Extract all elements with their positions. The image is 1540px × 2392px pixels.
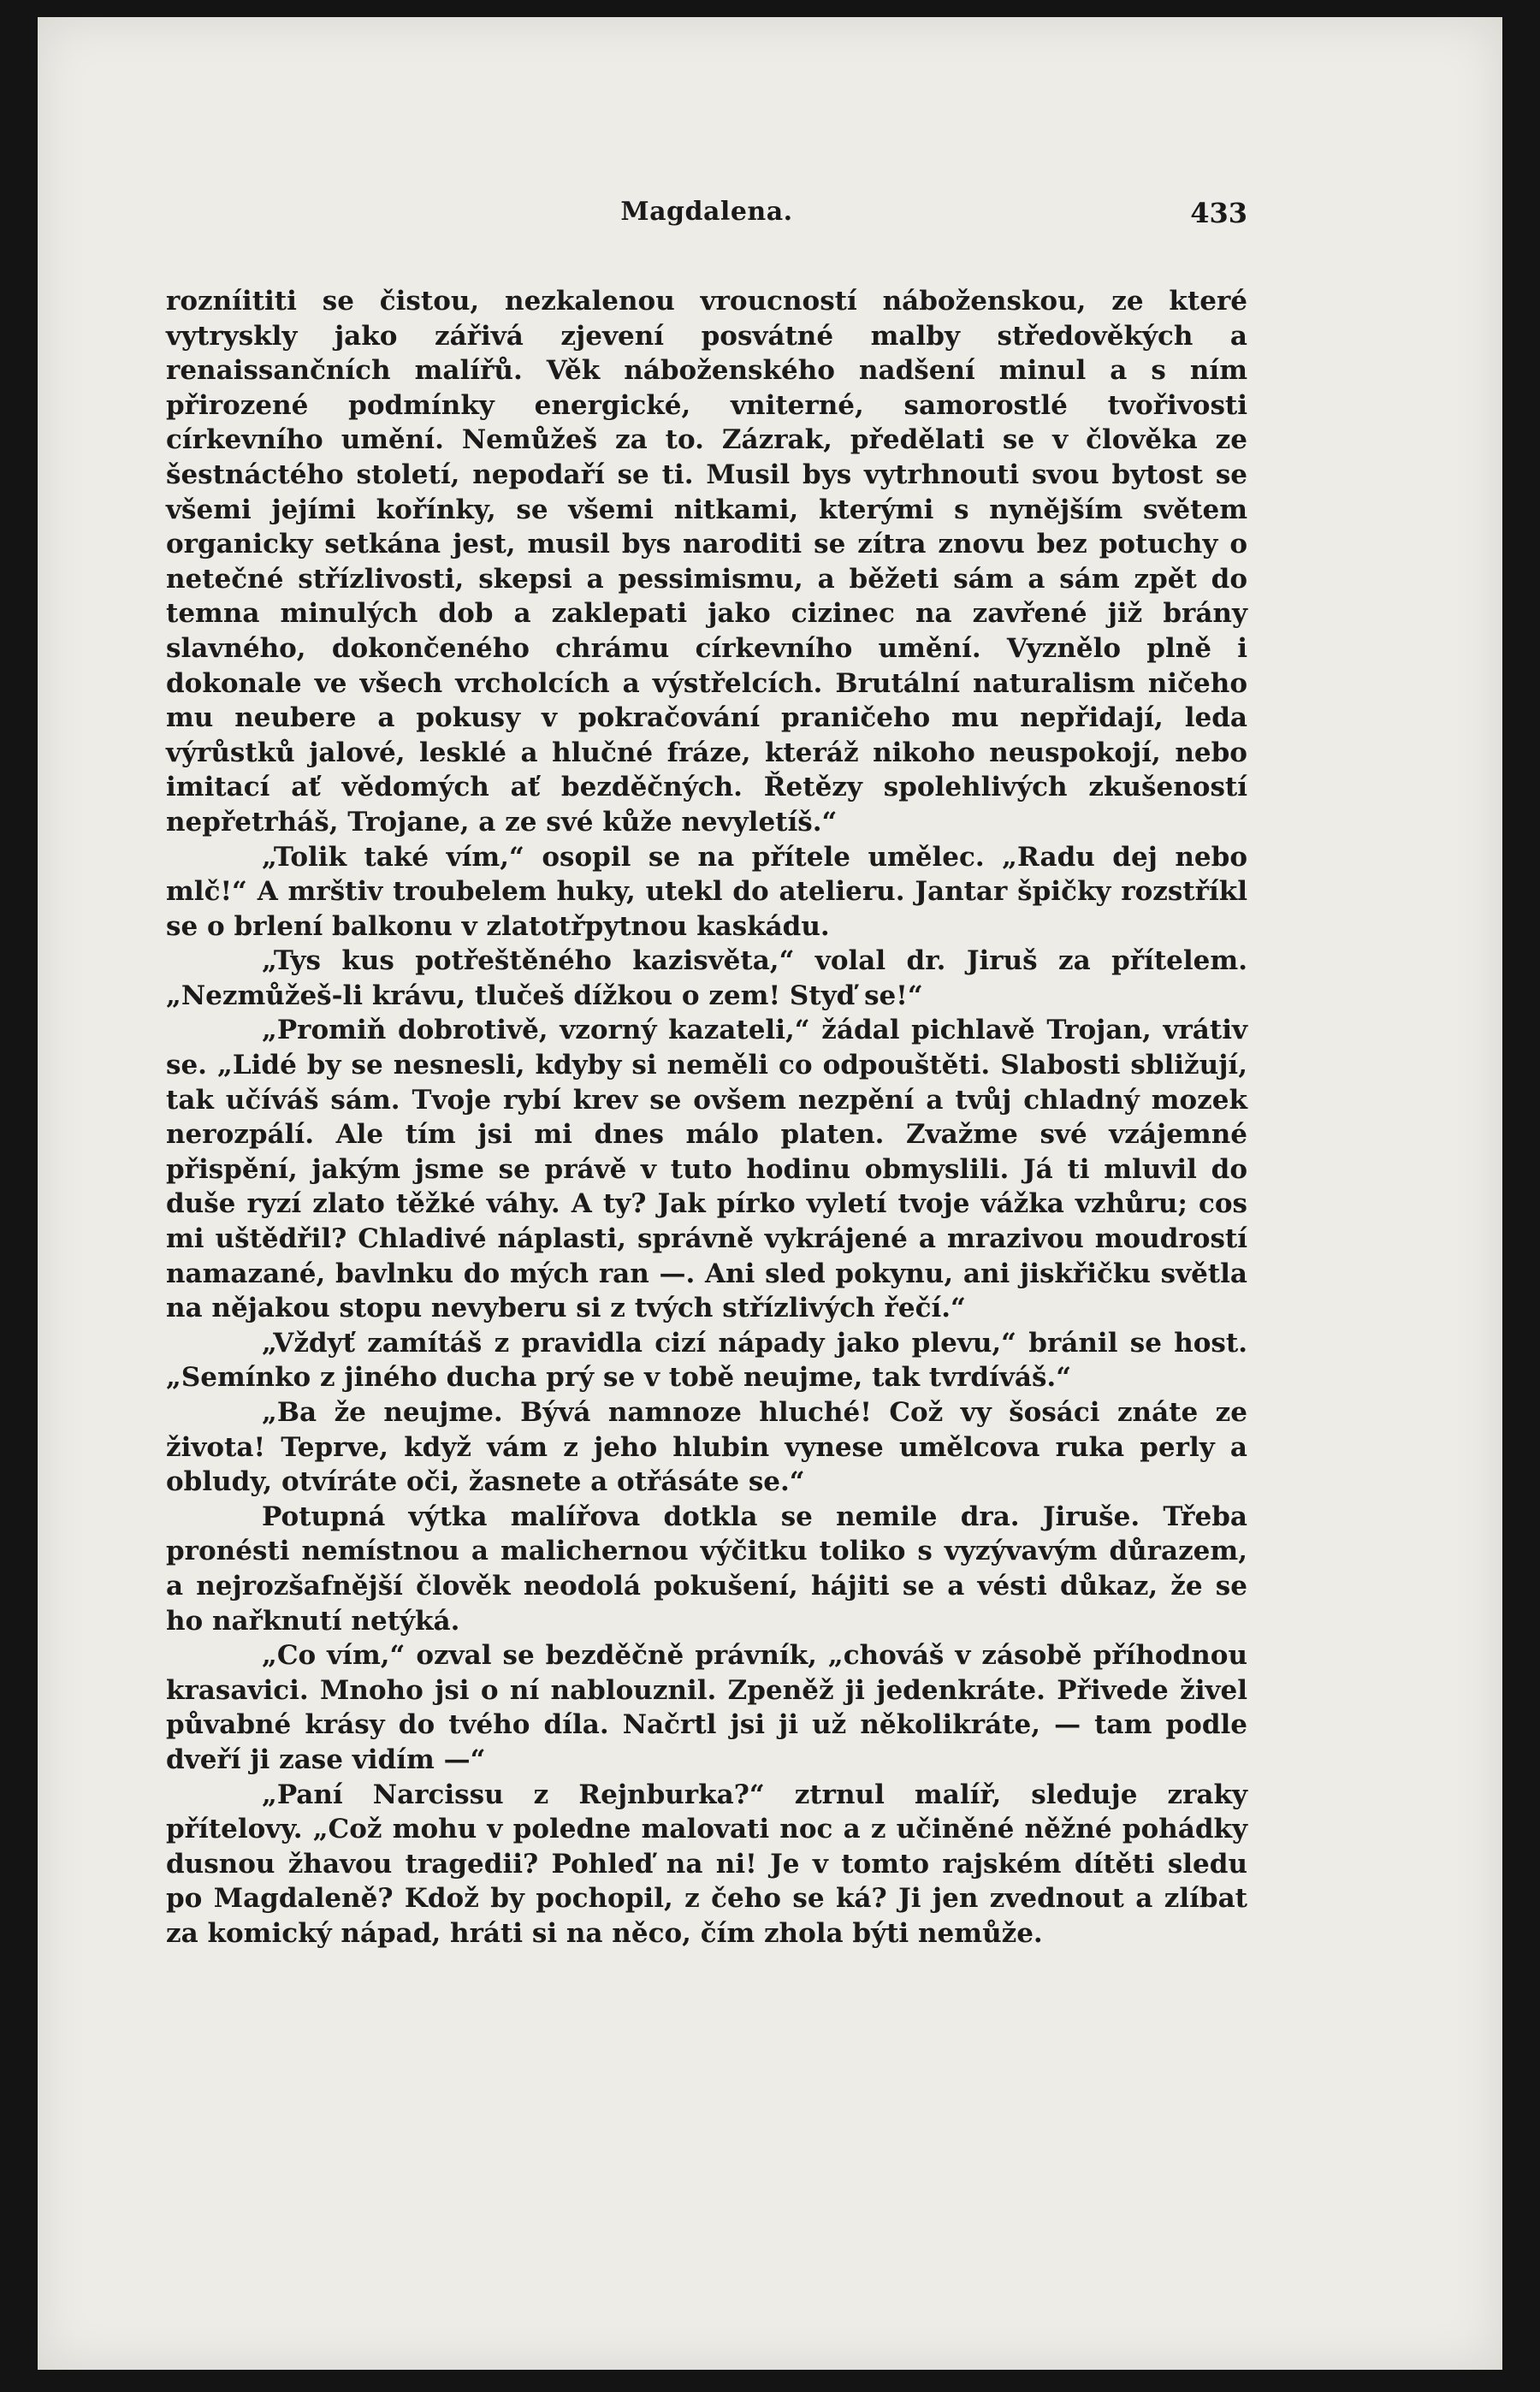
paragraph: rozníititi se čistou, nezkalenou vroucností náboženskou, ze které vytryskly jako zářivá zjevení posvátné malby středověkých a renaissančních malířů. Věk náboženského nadšení minul a s ním přirozené podmínky energické, vniterné, samorostlé tvořivosti církevního umění. Nemůžeš za to. Zázrak, předělati se v člověka ze šestnáctého století, nepodaří se ti. Musil bys vytrhnouti svou bytost se všemi jejími kořínky, se všemi nitkami, kterými s nynějším světem organicky setkána jest, musil bys naroditi se zítra znovu bez potuchy o netečné střízlivosti, skepsi a pessimismu, a běžeti sám a sám zpět do temna minulých dob a zaklepati jako cizinec na zavřené již brány slavného, dokončeného chrámu církevního umění. Vyznělo plně i dokonale ve všech vrcholcích a výstřelcích. Brutální naturalism ničeho mu neubere a pokusy v pokračování praničeho mu nepřidají, leda výrůstků jalové, lesklé a hlučné fráze, kteráž nikoho neuspokojí, nebo imitací ať vědomých ať bezděčných. Řetězy spolehlivých zkušeností nepřetrháš, Trojane, a ze své kůže nevyletíš.“	[166, 286, 1247, 838]
paragraph: „Tolik také vím,“ osopil se na přítele umělec. „Radu dej nebo mlč!“ A mrštiv troubelem huky, utekl do atelieru. Jantar špičky rozstříkl se o brlení balkonu v zlatotřpytnou kaskádu.	[166, 841, 1247, 942]
paragraph: „Ba že neujme. Bývá namnoze hluché! Což vy šosáci znáte ze života! Teprve, když vám z jeho hlubin vynese umělcova ruka perly a obludy, otvíráte oči, žasnete a otřásáte se.“	[166, 1397, 1247, 1498]
text-body	[166, 284, 1247, 1951]
page-header	[166, 197, 1247, 240]
paragraph: „Co vím,“ ozval se bezděčně právník, „chováš v zásobě příhodnou krasavici. Mnoho jsi o ní nablouznil. Zpeněž ji jedenkráte. Přivede živel půvabné krásy do tvého díla. Načrtl jsi ji už několikráte, — tam podle dveří ji zase vidím —“	[166, 1640, 1247, 1775]
paragraph: „Paní Narcissu z Rejnburka?“ ztrnul malíř, sleduje zraky přítelovy. „Což mohu v poledne malovati noc a z učiněné něžné pohádky dusnou žhavou tragedii? Pohleď na ni! Je v tomto rajském dítěti sledu po Magdaleně? Kdož by pochopil, z čeho se ká? Ji jen zvednout a zlíbat za komický nápad, hráti si na něco, čím zhola býti nemůže.	[166, 1779, 1247, 1949]
paragraph: „Vždyť zamítáš z pravidla cizí nápady jako plevu,“ bránil se host. „Semínko z jiného ducha prý se v tobě neujme, tak tvrdíváš.“	[166, 1327, 1247, 1394]
page-number: 433	[1190, 197, 1247, 229]
paragraph: „Promiň dobrotivě, vzorný kazateli,“ žádal pichlavě Trojan, vrátiv se. „Lidé by se nesnesli, kdyby si neměli co odpouštěti. Slabosti sbližují, tak učíváš sám. Tvoje rybí krev se ovšem nezpění a tvůj chladný mozek nerozpálí. Ale tím jsi mi dnes málo platen. Zvažme své vzájemné přispění, jakým jsme se právě v tuto hodinu obmyslili. Já ti mluvil do duše ryzí zlato těžké váhy. A ty? Jak pírko vyletí tvoje vážka vzhůru; cos mi uštědřil? Chladivé náplasti, správně vykrájené a mrazivou moudrostí namazané, bavlnku do mých ran —. Ani sled pokynu, ani jiskřičku světla na nějakou stopu nevyberu si z tvých střízlivých řečí.“	[166, 1015, 1247, 1324]
paragraph: „Tys kus potřeštěného kazisvěta,“ volal dr. Jiruš za přítelem. „Nezmůžeš-li krávu, tlučeš dížkou o zem! Styď se!“	[166, 945, 1247, 1011]
running-title: Magdalena.	[620, 197, 793, 227]
paragraph: Potupná výtka malířova dotkla se nemile dra. Jiruše. Třeba pronésti nemístnou a malichernou výčitku toliko s vyzývavým důrazem, a nejrozšafnější člověk neodolá pokušení, hájiti se a vésti důkaz, že se ho nařknutí netýká.	[166, 1501, 1247, 1637]
